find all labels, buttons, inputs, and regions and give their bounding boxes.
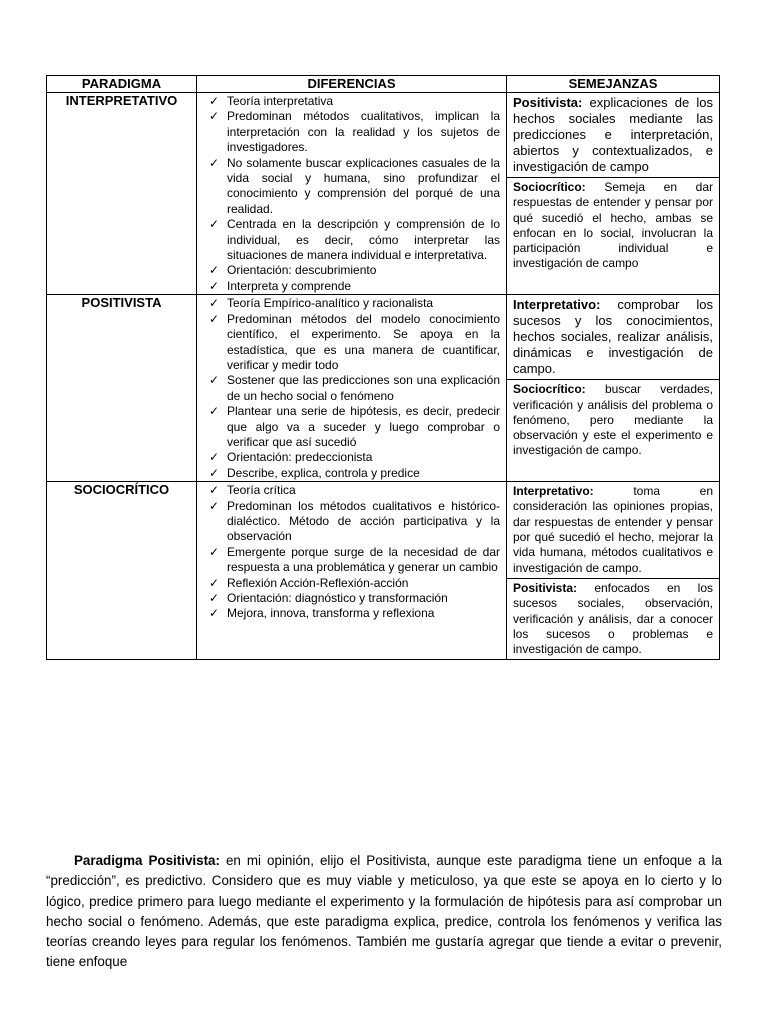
- checkmark-icon: ✓: [208, 217, 220, 232]
- differences-list: [201, 296, 500, 481]
- similarity-block: [507, 379, 719, 460]
- paradigm-comparison-table: [46, 75, 720, 660]
- similarity-label: Sociocrítico:: [513, 180, 586, 194]
- list-item: ✓ Emergente porque surge de la necesidad de dar respuesta a una problemática y generar un cambio: [201, 545, 500, 576]
- checkmark-icon: ✓: [208, 263, 220, 278]
- list-item: ✓ Predominan métodos del modelo conocimiento científico, el experimento. Se apoya en la estadística, que es una manera de cuantificar, verificar y medir todo: [201, 312, 500, 374]
- differences-cell: [197, 295, 507, 482]
- similarity-label: Positivista:: [513, 95, 583, 110]
- list-item: ✓ Describe, explica, controla y predice: [201, 466, 500, 481]
- checkmark-icon: ✓: [208, 483, 220, 498]
- similarity-block: [507, 177, 719, 274]
- essay-text: en mi opinión, elijo el Positivista, aunque este paradigma tiene un enfoque a la “predicción”, es predictivo. Considero que es muy viable y meticuloso, ya que este se apoya en lo cierto y lo lógico, predice primero para luego mediante el experimento y la formulación de hipótesis para así comprobar un hecho social o fenómeno. Además, que este paradigma explica, predice, controla los fenómenos y verifica las teorías creando leyes para regular los fenómenos. También me gustaría agregar que tiende a evitar o prevenir, tiene enfoque: [46, 853, 722, 970]
- list-item: ✓ Centrada en la descripción y comprensión de lo individual, es decir, cómo interpretar las situaciones de manera individual e interpretativa.: [201, 217, 500, 263]
- table-header-row: [47, 76, 720, 93]
- similarity-text: Semeja en dar respuestas de entender y pensar por qué sucedió el hecho, ambas se enfocan en lo social, involucran la participación individual e investigación de campo: [513, 180, 713, 271]
- similarity-text: buscar verdades, verificación y análisis del problema o fenómeno, pero mediante la observación y este el experimento e investigación de campo.: [513, 382, 713, 458]
- table-row: [47, 93, 720, 295]
- checkmark-icon: ✓: [208, 544, 220, 559]
- header-diferencias: DIFERENCIAS: [197, 76, 507, 93]
- checkmark-icon: ✓: [208, 606, 220, 621]
- essay-section: [46, 851, 722, 973]
- similarity-label: Interpretativo:: [513, 484, 594, 499]
- header-semejanzas: SEMEJANZAS: [507, 76, 720, 93]
- checkmark-icon: ✓: [208, 575, 220, 590]
- list-item: ✓ No solamente buscar explicaciones casuales de la vida social y humana, sino profundizar el conocimiento y comprensión del porqué de una realidad.: [201, 156, 500, 218]
- similarity-text: comprobar los sucesos y los conocimientos, hechos sociales, realizar análisis, dinámicas e investigación de campo.: [513, 297, 713, 377]
- checkmark-icon: ✓: [208, 296, 220, 311]
- list-item: ✓ Teoría Empírico-analítico y racionalista: [201, 296, 500, 311]
- differences-list: [201, 94, 500, 294]
- similarity-block: [507, 295, 719, 379]
- list-item: ✓ Orientación: diagnóstico y transformación: [201, 591, 500, 606]
- differences-list: [201, 483, 500, 622]
- list-item: ✓ Predominan los métodos cualitativos e histórico-dialéctico. Método de acción participativa y la observación: [201, 499, 500, 545]
- similarity-text: enfocados en los sucesos sociales, observación, verificación y análisis, dar a conocer los sucesos o problemas e investigación de campo.: [513, 580, 713, 657]
- list-item: ✓ Plantear una serie de hipótesis, es decir, predecir que algo va a suceder y luego comprobar o verificar que así sucedió: [201, 404, 500, 450]
- paradigm-name: SOCIOCRÍTICO: [47, 482, 197, 660]
- similarity-text: explicaciones de los hechos sociales mediante las predicciones e interpretación, abiertos y contextualizados, e investigación de campo: [513, 95, 713, 174]
- checkmark-icon: ✓: [208, 498, 220, 513]
- checkmark-icon: ✓: [208, 109, 220, 124]
- list-item: ✓ Predominan métodos cualitativos, implican la interpretación con la realidad y los sujetos de investigadores.: [201, 109, 500, 155]
- similarity-block: [507, 578, 719, 659]
- similarity-label: Positivista:: [513, 580, 578, 595]
- similarities-cell: [507, 295, 720, 482]
- essay-label: Paradigma Positivista:: [74, 853, 220, 868]
- similarity-block: [507, 482, 719, 578]
- checkmark-icon: ✓: [208, 311, 220, 326]
- checkmark-icon: ✓: [208, 155, 220, 170]
- similarity-text: toma en consideración las opiniones propias, dar respuestas de entender y pensar por qué sucedió el hecho, mejorar la vida humana, métodos cualitativos e investigación de campo.: [513, 484, 713, 575]
- differences-cell: [197, 482, 507, 660]
- table-row: [47, 482, 720, 660]
- checkmark-icon: ✓: [208, 278, 220, 293]
- header-paradigma: PARADIGMA: [47, 76, 197, 93]
- similarity-block: [507, 93, 719, 177]
- checkmark-icon: ✓: [208, 94, 220, 108]
- checkmark-icon: ✓: [208, 404, 220, 419]
- checkmark-icon: ✓: [208, 465, 220, 480]
- similarity-label: Interpretativo:: [513, 297, 601, 313]
- checkmark-icon: ✓: [208, 373, 220, 388]
- paradigm-name: POSITIVISTA: [47, 295, 197, 482]
- differences-cell: [197, 93, 507, 295]
- list-item: ✓ Interpreta y comprende: [201, 279, 500, 294]
- list-item: ✓ Sostener que las predicciones son una explicación de un hecho social o fenómeno: [201, 373, 500, 404]
- checkmark-icon: ✓: [208, 591, 220, 605]
- list-item: ✓ Teoría crítica: [201, 483, 500, 498]
- essay-paragraph: [46, 851, 722, 973]
- similarities-cell: [507, 482, 720, 660]
- similarity-label: Sociocrítico:: [513, 382, 586, 397]
- checkmark-icon: ✓: [208, 450, 220, 465]
- table-row: [47, 295, 720, 482]
- list-item: ✓ Reflexión Acción-Reflexión-acción: [201, 576, 500, 591]
- paradigm-name: INTERPRETATIVO: [47, 93, 197, 295]
- list-item: ✓ Orientación: descubrimiento: [201, 263, 500, 278]
- list-item: ✓ Teoría interpretativa: [201, 94, 500, 109]
- list-item: ✓ Orientación: predeccionista: [201, 450, 500, 465]
- list-item: ✓ Mejora, innova, transforma y reflexiona: [201, 606, 500, 621]
- similarities-cell: [507, 93, 720, 295]
